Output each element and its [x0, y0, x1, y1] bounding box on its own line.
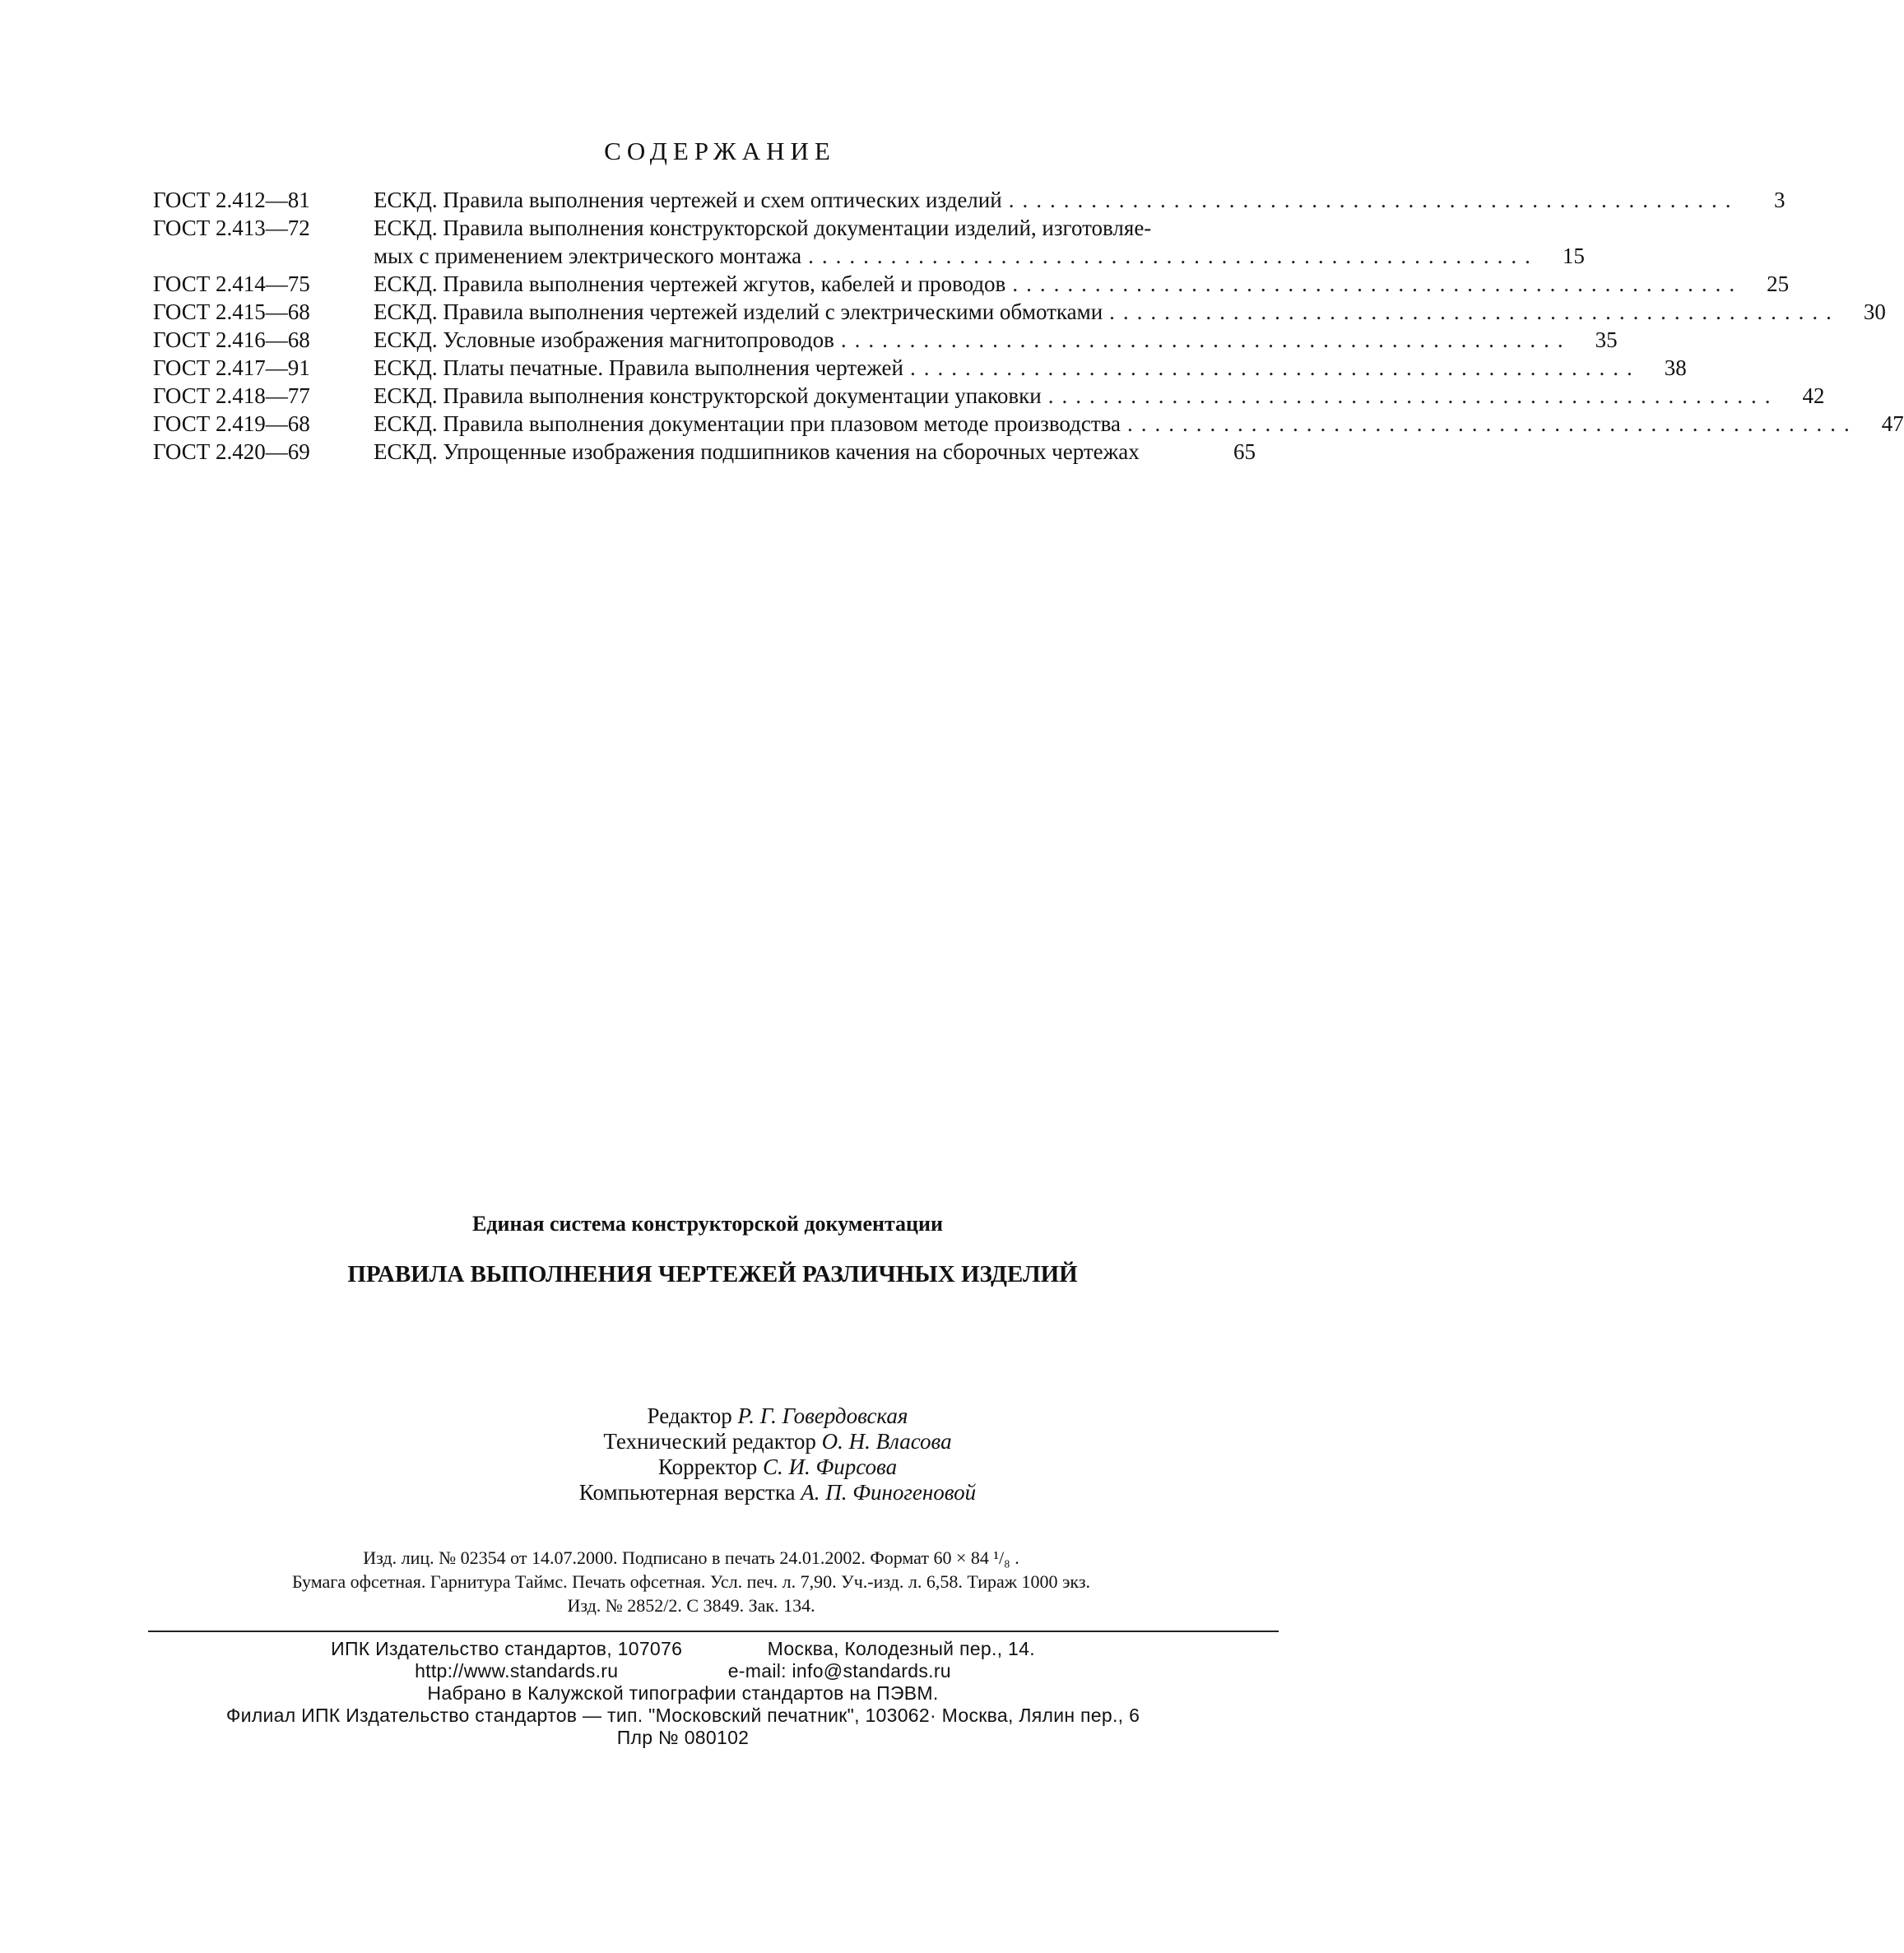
- toc-entry-title: ЕСКД. Правила выполнения конструкторской документации изделий, изготовляе-: [374, 216, 1152, 240]
- toc-entry-title: ЕСКД. Правила выполнения чертежей изделий с электрическими обмотками: [374, 299, 1103, 324]
- credit-line: [428, 1403, 1127, 1429]
- publisher-name: ИПК Издательство стандартов, 107076: [331, 1638, 683, 1659]
- toc-entry: [153, 270, 1790, 298]
- credit-line: [428, 1454, 1127, 1480]
- branch-note: Филиал ИПК Издательство стандартов — тип. "Московский печатник", 103062· Москва, Лялин пер., 6: [225, 1705, 1140, 1726]
- toc-entry-page: 42: [1802, 383, 1825, 408]
- publication-info-line: Изд. лиц. № 02354 от 14.07.2000. Подписано в печать 24.01.2002. Формат 60 × 84 ¹/₈ .: [363, 1547, 1019, 1568]
- credit-line: [428, 1429, 1127, 1454]
- toc-entry-code: ГОСТ 2.414—75: [153, 271, 310, 296]
- credit-name: Р. Г. Говердовская: [737, 1403, 908, 1428]
- publication-info: [165, 1546, 1218, 1617]
- toc-entry-code: ГОСТ 2.417—91: [153, 355, 310, 380]
- toc-entry-title: ЕСКД. Правила выполнения документации при плазовом методе производства: [374, 411, 1122, 436]
- toc-leader-dots: .....................................................: [909, 355, 1641, 380]
- toc-entry-line: [374, 382, 1778, 410]
- toc-entry-page: 30: [1863, 299, 1886, 324]
- credit-role: Компьютерная верстка: [578, 1480, 796, 1505]
- credit-line: [428, 1480, 1127, 1505]
- toc-entry: [153, 438, 1256, 466]
- toc-entry: [153, 214, 1585, 270]
- toc-entry-title: ЕСКД. Правила выполнения чертежей и схем оптических изделий: [374, 188, 1002, 212]
- toc-entry-body: [374, 410, 1858, 438]
- credits-block: [428, 1403, 1127, 1505]
- publisher-block: [132, 1638, 1234, 1749]
- toc-entry-title: ЕСКД. Правила выполнения чертежей жгутов, кабелей и проводов: [374, 271, 1006, 296]
- toc-entry-page: 47: [1881, 411, 1904, 436]
- toc-entry-page: 15: [1562, 244, 1585, 268]
- typeset-note: Набрано в Калужской типографии стандартов на ПЭВМ.: [427, 1682, 939, 1704]
- toc-entry-title: ЕСКД. Упрощенные изображения подшипников качения на сборочных чертежах: [374, 439, 1140, 464]
- toc-entry-page: 35: [1595, 327, 1618, 352]
- toc-entry-body: [374, 326, 1572, 354]
- toc-entry-code: ГОСТ 2.418—77: [153, 383, 310, 408]
- toc-entry-title: ЕСКД. Правила выполнения конструкторской документации упаковки: [374, 383, 1042, 408]
- toc-entry-code: ГОСТ 2.420—69: [153, 439, 310, 464]
- toc-entry-line: [374, 438, 1210, 466]
- toc-entry-title: ЕСКД. Платы печатные. Правила выполнения чертежей: [374, 355, 903, 380]
- toc-entry-page: 3: [1773, 188, 1786, 212]
- toc-entry-title: ЕСКД. Условные изображения магнитопроводов: [374, 327, 834, 352]
- toc-entry-code: ГОСТ 2.416—68: [153, 327, 310, 352]
- toc-entry-page: 25: [1767, 271, 1790, 296]
- credit-name: А. П. Финогеновой: [801, 1480, 977, 1505]
- toc-entry: [153, 186, 1786, 214]
- toc-entry-line: [374, 354, 1641, 382]
- toc-leader-dots: .....................................................: [1008, 188, 1739, 212]
- toc-entry-body: [374, 214, 1539, 270]
- toc-entry-body: [374, 438, 1210, 466]
- credit-name: С. И. Фирсова: [763, 1454, 898, 1479]
- toc-entry-body: [374, 298, 1840, 326]
- toc-entry-line: [374, 242, 1539, 270]
- toc-entry-line: [374, 214, 1539, 242]
- toc-entry-code: ГОСТ 2.415—68: [153, 299, 310, 324]
- plr-number: Плр № 080102: [616, 1727, 750, 1748]
- toc-entry-line: [374, 410, 1858, 438]
- toc-leader-dots: .....................................................: [1047, 383, 1779, 408]
- toc-entry: [153, 382, 1825, 410]
- publisher-contacts: [132, 1660, 1234, 1682]
- publisher-address: Москва, Колодезный пер., 14.: [767, 1638, 1035, 1659]
- toc-entry-code: ГОСТ 2.412—81: [153, 188, 310, 212]
- toc-entry-body: [374, 354, 1641, 382]
- toc-entry-page: 38: [1664, 355, 1687, 380]
- toc-entry-code: ГОСТ 2.419—68: [153, 411, 310, 436]
- toc-leader-dots: .....................................................: [1127, 411, 1858, 436]
- toc-leader-dots: .....................................................: [808, 244, 1539, 268]
- table-of-contents: [153, 186, 1904, 466]
- toc-entry-line: [374, 186, 1739, 214]
- toc-leader-dots: .....................................................: [1012, 271, 1744, 296]
- toc-entry-line: [374, 298, 1840, 326]
- toc-entry: [153, 326, 1618, 354]
- toc-entry-line: [374, 270, 1743, 298]
- toc-entry-code: ГОСТ 2.413—72: [153, 216, 310, 240]
- toc-entry-body: [374, 186, 1739, 214]
- toc-entry: [153, 298, 1886, 326]
- contents-heading: СОДЕРЖАНИЕ: [604, 137, 836, 165]
- toc-leader-dots: .....................................................: [1109, 299, 1840, 324]
- toc-entry: [153, 410, 1904, 438]
- toc-entry: [153, 354, 1687, 382]
- toc-entry-page: 65: [1233, 439, 1256, 464]
- publication-info-line: Изд. № 2852/2. С 3849. Зак. 134.: [567, 1595, 815, 1616]
- toc-entry-line: [374, 326, 1572, 354]
- divider: [148, 1631, 1279, 1632]
- toc-leader-dots: .....................................................: [840, 327, 1572, 352]
- credit-role: Корректор: [657, 1454, 758, 1479]
- publisher-email: e-mail: info@standards.ru: [727, 1660, 951, 1682]
- publication-info-line: Бумага офсетная. Гарнитура Таймс. Печать офсетная. Усл. печ. л. 7,90. Уч.-изд. л. 6,58. Тираж 1000 экз.: [291, 1571, 1091, 1592]
- credit-role: Редактор: [647, 1403, 732, 1428]
- toc-entry-title-continued: мых с применением электрического монтажа: [374, 244, 802, 268]
- series-title: Единая система конструкторской документации: [472, 1212, 943, 1236]
- publisher-line: [132, 1638, 1234, 1660]
- credit-role: Технический редактор: [603, 1429, 816, 1454]
- book-title: ПРАВИЛА ВЫПОЛНЕНИЯ ЧЕРТЕЖЕЙ РАЗЛИЧНЫХ ИЗДЕЛИЙ: [347, 1261, 1078, 1287]
- toc-entry-body: [374, 270, 1743, 298]
- publisher-website: http://www.standards.ru: [415, 1660, 619, 1682]
- toc-entry-body: [374, 382, 1778, 410]
- credit-name: О. Н. Власова: [821, 1429, 952, 1454]
